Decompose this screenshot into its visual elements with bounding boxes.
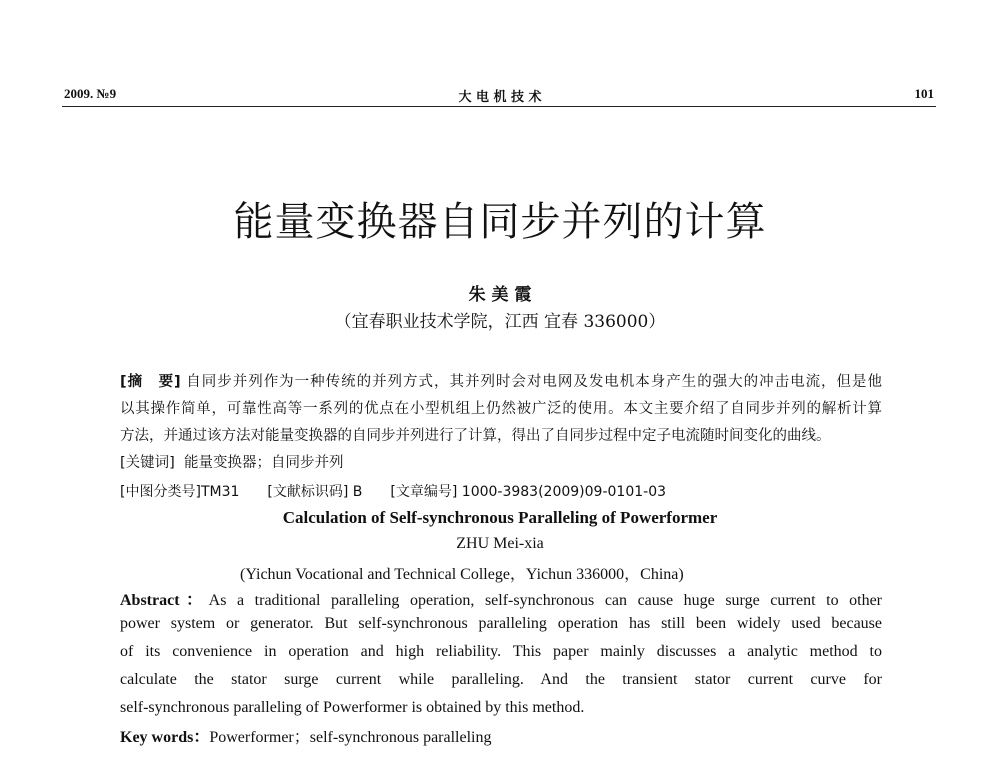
header-rule bbox=[62, 106, 936, 107]
affiliation-en: (Yichun Vocational and Technical College，Yichun 336000，China) bbox=[240, 566, 684, 583]
author-cn: 朱 美 霞 bbox=[468, 285, 532, 305]
author-en: ZHU Mei-xia bbox=[456, 535, 544, 552]
keywords-cn-text: 能量变换器；自同步并列 bbox=[184, 455, 344, 471]
keywords-en-label: Key words： bbox=[120, 729, 210, 746]
keywords-en-text: Powerformer；self-synchronous paralleling bbox=[209, 729, 492, 746]
page-number: 101 bbox=[914, 86, 934, 101]
article-no-value: 1000-3983(2009)09-0101-03 bbox=[461, 484, 667, 500]
abstract-en-line-1 bbox=[120, 587, 882, 610]
abstract-en-label: Abstract： bbox=[120, 592, 209, 609]
abstract-en-line-2: power system or generator. But self-synchronous paralleling operation has still been widely used because bbox=[120, 615, 882, 632]
abstract-en-line-5: self-synchronous paralleling of Powerformer is obtained by this method. bbox=[120, 699, 585, 716]
classification bbox=[120, 481, 882, 501]
journal-issue: 2009. №9 bbox=[64, 86, 117, 101]
keywords-cn-label: [关键词] bbox=[120, 455, 175, 471]
title-cn: 能量变换器自同步并列的计算 bbox=[233, 199, 767, 245]
doc-code-value: B bbox=[352, 484, 363, 500]
affiliation-cn: （宜春职业技术学院，江西 宜春 336000） bbox=[334, 312, 666, 332]
article-no-label: [文章编号] bbox=[390, 484, 458, 500]
clc-value: TM31 bbox=[200, 484, 240, 500]
abstract-en-text: As a traditional paralleling operation, self-synchronous can cause huge surge current to other bbox=[208, 592, 882, 609]
doc-code-label: [文献标识码] bbox=[267, 484, 349, 500]
abstract-cn-line-3: 方法，并通过该方法对能量变换器的自同步并列进行了计算，得出了自同步过程中定子电流随时间变化的曲线。 bbox=[120, 428, 831, 444]
abstract-en-line-4: calculate the stator surge current while paralleling. And the transient stator current curve for bbox=[120, 671, 882, 688]
clc-label: [中图分类号] bbox=[120, 484, 201, 500]
abstract-cn-text: 自同步并列作为一种传统的并列方式，其并列时会对电网及发电机本身产生的强大的冲击电流，但是他 bbox=[186, 374, 882, 390]
abstract-en-line-3: of its convenience in operation and high reliability. This paper mainly discusses a analytic method to bbox=[120, 643, 882, 660]
abstract-cn-label: [摘 要] bbox=[120, 374, 181, 390]
abstract-cn-line-1 bbox=[120, 370, 882, 391]
abstract-cn-line-2: 以其操作简单，可靠性高等一系列的优点在小型机组上仍然被广泛的使用。本文主要介绍了自同步并列的解析计算 bbox=[120, 401, 882, 417]
journal-name: 大 电 机 技 术 bbox=[458, 90, 542, 105]
keywords-en bbox=[120, 724, 882, 747]
title-en: Calculation of Self-synchronous Paralleling of Powerformer bbox=[282, 508, 718, 527]
keywords-cn bbox=[120, 451, 882, 472]
